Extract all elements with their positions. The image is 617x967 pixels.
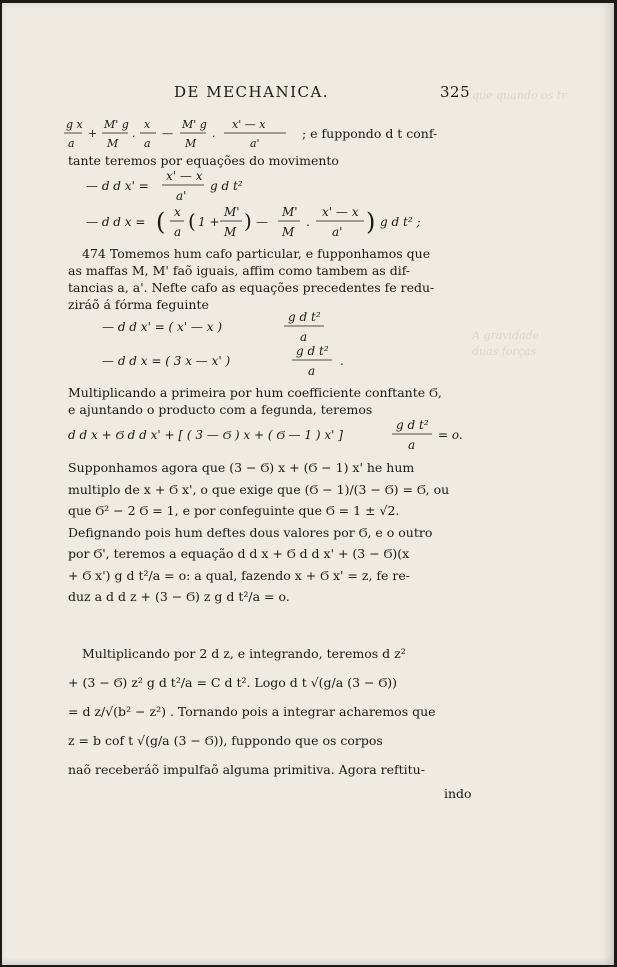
bleed-through: que quando os tr [472, 89, 567, 102]
svg-text:M': M' [224, 205, 240, 219]
svg-text:M' g: M' g [182, 118, 207, 131]
text-line: as maffas M, M' faõ iguais, affim como tambem as dif- [68, 263, 411, 278]
svg-text:a: a [308, 364, 316, 378]
svg-text:x' — x: x' — x [232, 118, 266, 131]
svg-text:g d t²: g d t² [288, 311, 321, 324]
svg-text:a: a [68, 137, 75, 150]
svg-text:x: x [174, 205, 181, 219]
svg-text:—: — [256, 215, 268, 229]
equation-6-svg [68, 419, 478, 455]
svg-text:(: ( [188, 209, 196, 233]
text-line: z = b cof t √(g/a (3 − Ϭ)), fuppondo que os corpos [68, 733, 383, 748]
svg-text:g d t²: g d t² [296, 345, 329, 358]
svg-text:x: x [144, 118, 151, 131]
svg-text:a': a' [332, 225, 343, 239]
text-line: Multiplicando por 2 d z, e integrando, teremos d z² [82, 646, 406, 661]
svg-text:a': a' [250, 137, 260, 150]
bleed-through: duas forças [472, 345, 537, 358]
svg-text:a: a [174, 225, 182, 239]
bleed-through: A gravidade [472, 329, 540, 342]
equation-3-svg [86, 202, 466, 246]
text-line: Supponhamos agora que (3 − Ϭ) x + (Ϭ − 1) x' he hum [68, 460, 415, 475]
svg-text:— d d x' =: — d d x' = [86, 179, 149, 193]
svg-text:): ) [244, 209, 252, 233]
svg-text:g d t²: g d t² [396, 419, 429, 432]
equation-1-fractions [64, 117, 296, 153]
svg-text:d d x + Ϭ d d x' + [ ( 3 — Ϭ ): d d x + Ϭ d d x' + [ ( 3 — Ϭ ) x + ( Ϭ — 1 ) x' ] [68, 428, 343, 442]
equation-5 [102, 345, 372, 384]
svg-text:(: ( [156, 208, 166, 236]
paragraph-multiplicando [68, 384, 472, 418]
text-line: 474 Tomemos hum cafo particular, e fupponhamos que [82, 246, 431, 261]
text-line: Defignando pois hum deftes dous valores por Ϭ, e o outro [68, 524, 433, 540]
svg-text:+: + [88, 127, 98, 140]
page-title: DE MECHANICA. [174, 83, 330, 101]
svg-text:.: . [132, 127, 136, 140]
svg-text:g x: g x [66, 118, 83, 131]
svg-text:a: a [300, 330, 308, 344]
svg-text:—: — [162, 127, 173, 140]
page-number: 325 [440, 83, 471, 101]
equation-2-svg [86, 169, 286, 205]
equation-1-tail: ; e fuppondo d t conf- [302, 126, 438, 141]
text-line: ziráõ á fórma feguinte [68, 297, 209, 312]
svg-text:): ) [366, 208, 376, 236]
text-line: + Ϭ x') g d t²/a = o: a qual, fazendo x + Ϭ x' = z, fe re- [68, 567, 410, 583]
paragraph-integrando [68, 639, 472, 784]
paragraph-supponhamos [68, 457, 472, 608]
equation-4-svg [102, 311, 362, 347]
svg-text:M: M [224, 225, 237, 239]
svg-text:.: . [212, 127, 216, 140]
text-line: duz a d d z + (3 − Ϭ) z g d t²/a = o. [68, 589, 290, 604]
text-line: por Ϭ', teremos a equação d d x + Ϭ d d x' + (3 − Ϭ)(x [68, 546, 410, 561]
svg-text:.: . [306, 215, 310, 229]
paragraph-474 [68, 245, 472, 313]
catchword: indo [444, 786, 472, 801]
text-line: e ajuntando o producto com a fegunda, teremos [68, 402, 373, 417]
svg-text:g d t²: g d t² [210, 179, 243, 193]
text-line: que Ϭ² − 2 Ϭ = 1, e por confeguinte que Ϭ = 1 ± √2. [68, 503, 400, 518]
svg-text:— d d x = ( 3 x — x' ): — d d x = ( 3 x — x' ) [102, 354, 231, 368]
equation-3 [86, 202, 466, 249]
svg-text:M: M [107, 137, 119, 150]
text-line: tancias a, a'. Nefte cafo as equações precedentes fe redu- [68, 280, 435, 295]
svg-text:a: a [144, 137, 151, 150]
text-line: + (3 − Ϭ) z² g d t²/a = C d t². Logo d t √(g/a (3 − Ϭ)) [68, 675, 397, 690]
equation-1 [64, 117, 296, 156]
book-page [2, 3, 614, 965]
svg-text:= o.: = o. [438, 428, 463, 442]
equation-5-svg [102, 345, 372, 381]
svg-text:M' g: M' g [104, 118, 129, 131]
text-line: tante teremos por equações do movimento [68, 153, 339, 168]
text-line: naõ receberáõ impulfaõ alguma primitiva. Agora reftitu- [68, 762, 425, 777]
svg-text:a': a' [176, 189, 187, 203]
svg-text:M': M' [282, 205, 298, 219]
svg-text:x' — x: x' — x [166, 169, 203, 183]
svg-text:g d t² ;: g d t² ; [380, 215, 421, 229]
text-line: multiplo de x + Ϭ x', o que exige que (Ϭ − 1)/(3 − Ϭ) = Ϭ, ou [68, 481, 450, 497]
svg-text:1 +: 1 + [198, 215, 220, 229]
equation-6 [68, 419, 478, 458]
svg-text:— d d x =: — d d x = [86, 215, 146, 229]
svg-text:M: M [282, 225, 295, 239]
text-line: Multiplicando a primeira por hum coefficiente conftante Ϭ, [68, 385, 442, 400]
svg-text:a: a [408, 438, 416, 452]
svg-text:x' — x: x' — x [322, 205, 359, 219]
svg-text:M: M [185, 137, 197, 150]
text-line: = d z/√(b² − z²) . Tornando pois a integrar acharemos que [68, 704, 436, 719]
svg-text:.: . [340, 354, 344, 368]
svg-text:— d d x' = ( x' — x ): — d d x' = ( x' — x ) [102, 320, 223, 334]
